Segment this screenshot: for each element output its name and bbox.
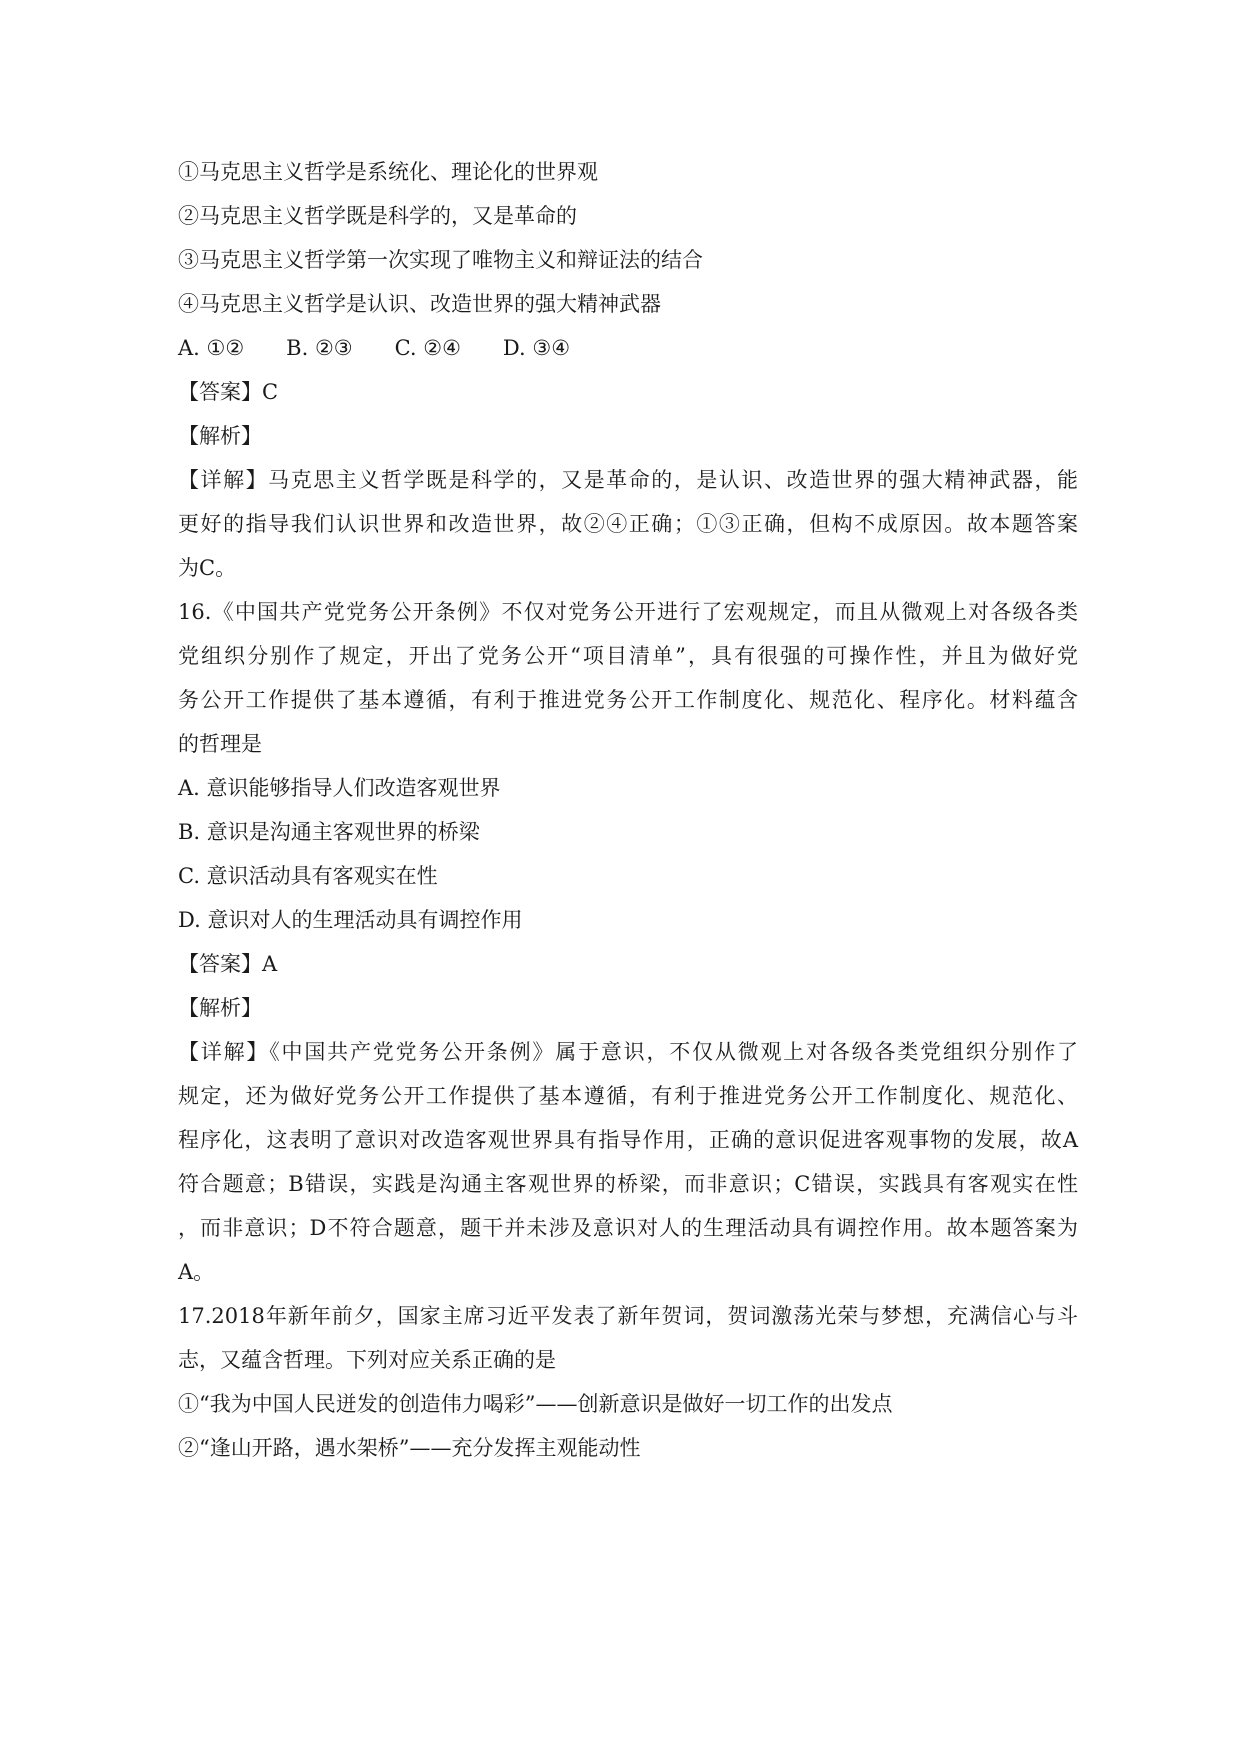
q15-statement-3: ③马克思主义哲学第一次实现了唯物主义和辩证法的结合 [178, 248, 703, 272]
q16-stem-line-2: 党组织分别作了规定，开出了党务公开“项目清单”，具有很强的可操作性，并且为做好党 [178, 644, 1078, 668]
q16-detail-line-2: 规定，还为做好党务公开工作提供了基本遵循，有利于推进党务公开工作制度化、规范化、 [178, 1084, 1078, 1108]
q15-answer: 【答案】C [178, 380, 279, 404]
q15-detail-line-2: 更好的指导我们认识世界和改造世界，故②④正确；①③正确，但构不成原因。故本题答案 [178, 512, 1078, 536]
q16-detail-line-3: 程序化，这表明了意识对改造客观世界具有指导作用，正确的意识促进客观事物的发展，故A [178, 1128, 1078, 1152]
q16-stem-line-1: 16.《中国共产党党务公开条例》不仅对党务公开进行了宏观规定，而且从微观上对各级各类 [178, 600, 1078, 624]
q16-detail-line-6: A。 [178, 1260, 215, 1284]
q16-option-b: B. 意识是沟通主客观世界的桥梁 [178, 820, 480, 844]
q16-answer: 【答案】A [178, 952, 278, 976]
q17-statement-1: ①“我为中国人民迸发的创造伟力喝彩”——创新意识是做好一切工作的出发点 [178, 1392, 893, 1416]
q16-stem-line-3: 务公开工作提供了基本遵循，有利于推进党务公开工作制度化、规范化、程序化。材料蕴含 [178, 688, 1078, 712]
q15-detail-line-1: 【详解】马克思主义哲学既是科学的，又是革命的，是认识、改造世界的强大精神武器，能 [178, 468, 1078, 492]
q15-statement-1: ①马克思主义哲学是系统化、理论化的世界观 [178, 160, 598, 184]
q15-statement-4: ④马克思主义哲学是认识、改造世界的强大精神武器 [178, 292, 661, 316]
q16-detail-line-4: 符合题意；B错误，实践是沟通主客观世界的桥梁，而非意识；C错误，实践具有客观实在性 [178, 1172, 1078, 1196]
q17-statement-2: ②“逢山开路，遇水架桥”——充分发挥主观能动性 [178, 1436, 641, 1460]
q16-stem-line-4: 的哲理是 [178, 732, 262, 756]
q16-option-a: A. 意识能够指导人们改造客观世界 [178, 776, 501, 800]
q15-analysis-label: 【解析】 [178, 424, 262, 448]
q15-options: A. ①② B. ②③ C. ②④ D. ③④ [178, 336, 571, 360]
q15-detail-line-3: 为C。 [178, 556, 237, 580]
q16-analysis-label: 【解析】 [178, 996, 262, 1020]
q17-stem-line-1: 17.2018年新年前夕，国家主席习近平发表了新年贺词，贺词激荡光荣与梦想，充满信心与斗 [178, 1304, 1078, 1328]
q16-option-d: D. 意识对人的生理活动具有调控作用 [178, 908, 523, 932]
q17-stem-line-2: 志，又蕴含哲理。下列对应关系正确的是 [178, 1348, 556, 1372]
q16-option-c: C. 意识活动具有客观实在性 [178, 864, 438, 888]
q16-detail-line-1: 【详解】《中国共产党党务公开条例》属于意识，不仅从微观上对各级各类党组织分别作了 [178, 1040, 1078, 1064]
q15-statement-2: ②马克思主义哲学既是科学的，又是革命的 [178, 204, 577, 228]
q16-detail-line-5: ，而非意识；D不符合题意，题干并未涉及意识对人的生理活动具有调控作用。故本题答案为 [178, 1216, 1078, 1240]
